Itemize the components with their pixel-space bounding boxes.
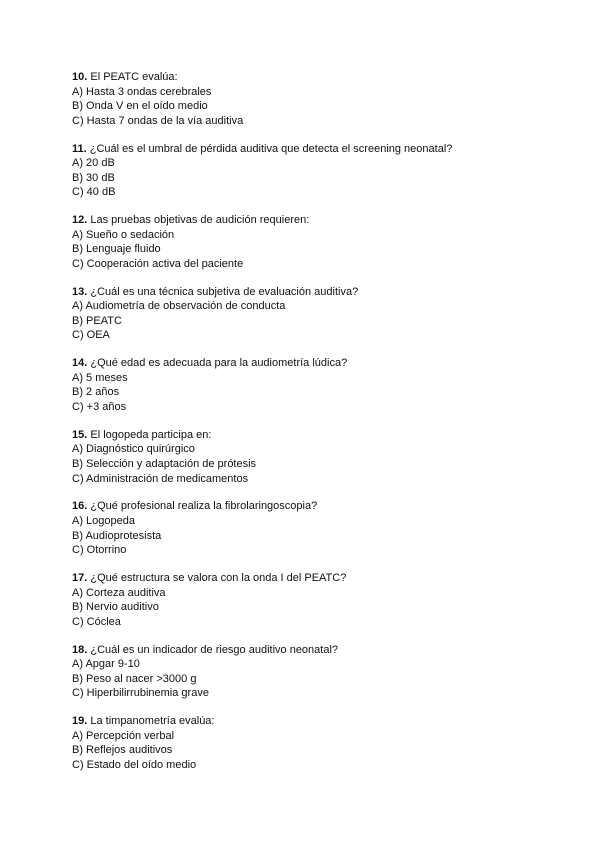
answer-option: B) Nervio auditivo — [72, 601, 159, 614]
question-block — [72, 285, 600, 343]
answer-option: B) Onda V en el oído medio — [72, 100, 208, 113]
answer-option: C) OEA — [72, 329, 110, 342]
answer-option: C) Cooperación activa del paciente — [72, 257, 244, 270]
question-line — [72, 142, 600, 157]
question-block — [72, 142, 600, 200]
answer-option: B) 30 dB — [72, 171, 115, 184]
question-text: ¿Qué profesional realiza la fibrolaringoscopia? — [90, 500, 318, 513]
answer-option: B) PEATC — [72, 314, 122, 327]
question-block — [72, 356, 600, 414]
answer-option: B) Reflejos auditivos — [72, 744, 173, 757]
answer-option: B) Audioprotesista — [72, 529, 162, 542]
question-block — [72, 499, 600, 557]
question-line — [72, 714, 600, 729]
question-number: 18. — [72, 643, 88, 656]
question-number: 19. — [72, 715, 88, 728]
question-number: 11. — [72, 142, 87, 155]
answer-option: C) +3 años — [72, 401, 127, 414]
answer-option: B) Selección y adaptación de prótesis — [72, 458, 257, 470]
answer-option: A) Diagnóstico quirúrgico — [72, 443, 195, 456]
question-number: 15. — [72, 428, 88, 441]
question-text: ¿Cuál es un indicador de riesgo auditivo neonatal? — [90, 643, 339, 656]
question-line — [72, 356, 600, 371]
answer-option: C) 40 dB — [72, 186, 116, 199]
answer-option: A) Corteza auditiva — [72, 586, 166, 599]
answer-option: C) Cóclea — [72, 615, 121, 628]
question-text: Las pruebas objetivas de audición requieren: — [90, 214, 310, 227]
answer-option: A) 5 meses — [72, 371, 128, 384]
question-block — [72, 643, 600, 701]
answer-option: B) 2 años — [72, 386, 120, 399]
answer-option: A) Sueño o sedación — [72, 228, 175, 241]
answer-option: A) Logopeda — [72, 514, 135, 527]
question-number: 13. — [72, 285, 88, 298]
question-line — [72, 70, 600, 85]
question-number: 10. — [72, 71, 88, 83]
question-text: ¿Cuál es el umbral de pérdida auditiva que detecta el screening neonatal? — [89, 142, 453, 155]
question-line — [72, 643, 600, 658]
question-text: La timpanometría evalúa: — [90, 715, 215, 728]
question-block — [72, 213, 600, 271]
question-block — [72, 428, 600, 486]
question-text: ¿Qué edad es adecuada para la audiometría lúdica? — [90, 357, 348, 370]
question-line — [72, 213, 600, 228]
answer-option: A) Apgar 9-10 — [72, 658, 140, 671]
answer-option: A) Hasta 3 ondas cerebrales — [72, 85, 212, 98]
answer-option: A) Percepción verbal — [72, 729, 175, 742]
question-text: El logopeda participa en: — [90, 428, 212, 441]
answer-option: C) Hasta 7 ondas de la vía auditiva — [72, 114, 244, 127]
answer-option: C) Hiperbilirrubinemia grave — [72, 687, 209, 700]
answer-option: C) Otorrino — [72, 544, 127, 557]
answer-option: B) Peso al nacer >3000 g — [72, 672, 197, 685]
question-block — [72, 714, 600, 772]
question-line — [72, 499, 600, 514]
answer-option: A) 20 dB — [72, 157, 115, 170]
question-number: 14. — [72, 357, 88, 370]
answer-option: C) Estado del oído medio — [72, 758, 197, 771]
question-block — [72, 571, 600, 629]
question-line — [72, 428, 600, 443]
answer-option: A) Audiometría de observación de conducta — [72, 300, 286, 313]
question-line — [72, 285, 600, 300]
answer-option: B) Lenguaje fluido — [72, 243, 161, 256]
question-number: 12. — [72, 214, 88, 227]
question-line — [72, 571, 600, 586]
question-number: 16. — [72, 500, 88, 513]
question-text: El PEATC evalúa: — [90, 71, 178, 83]
question-block — [72, 70, 600, 128]
question-text: ¿Cuál es una técnica subjetiva de evaluación auditiva? — [90, 285, 359, 298]
answer-option: C) Administración de medicamentos — [72, 472, 249, 485]
question-number: 17. — [72, 571, 88, 584]
question-text: ¿Qué estructura se valora con la onda I del PEATC? — [90, 571, 347, 584]
